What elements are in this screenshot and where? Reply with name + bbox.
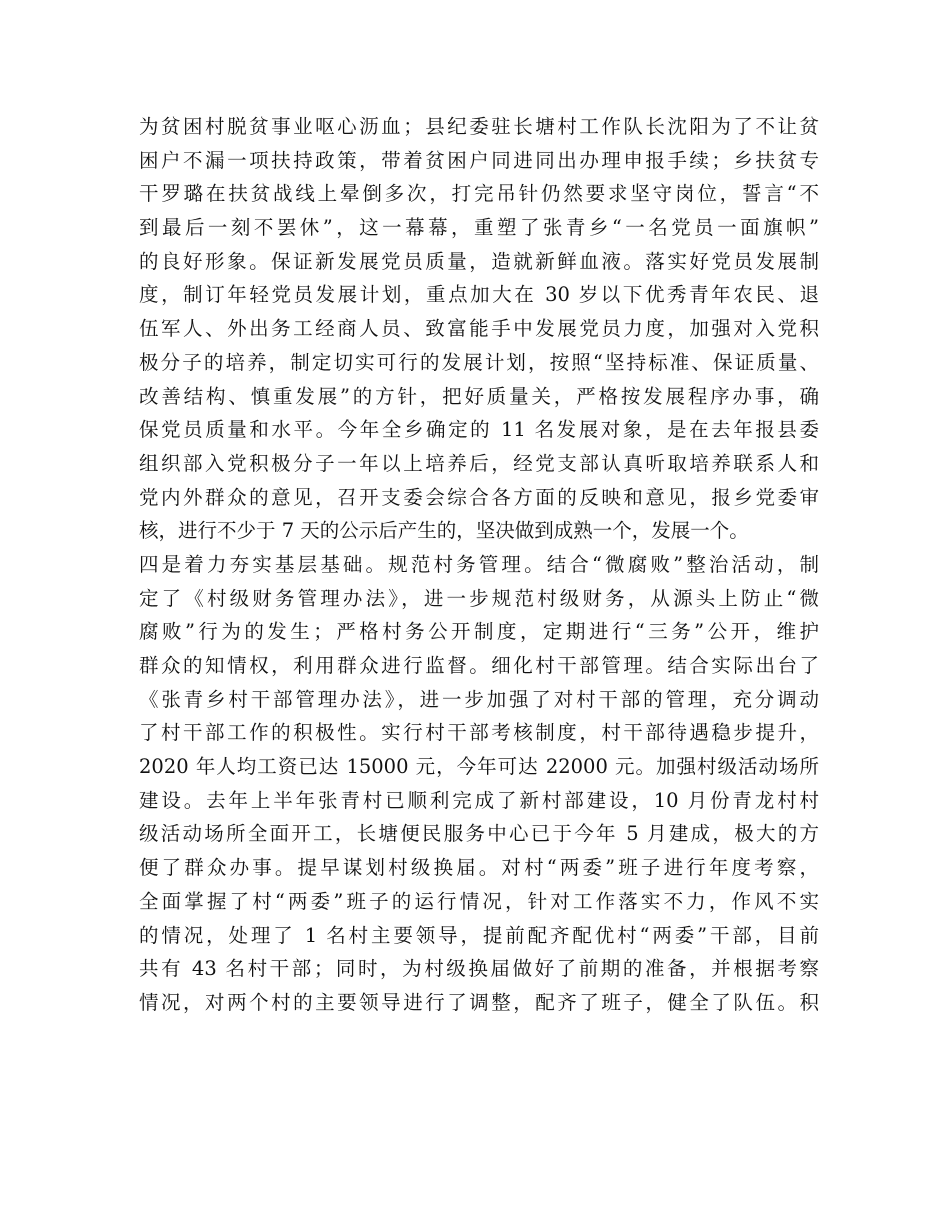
- text-line: 全面掌握了村“两委”班子的运行情况，针对工作落实不力，作风不实: [139, 889, 819, 913]
- text-line: 的良好形象。保证新发展党员质量，造就新鲜血液。落实好党员发展制: [139, 249, 819, 273]
- text-line: 党内外群众的意见，召开支委会综合各方面的反映和意见，报乡党委审: [139, 485, 819, 509]
- text-line: 困户不漏一项扶持政策，带着贫困户同进同出办理申报手续；乡扶贫专: [139, 148, 819, 172]
- text-line: 《张青乡村干部管理办法》，进一步加强了对村干部的管理，充分调动: [139, 687, 819, 711]
- text-line: 定了《村级财务管理办法》，进一步规范村级财务，从源头上防止“微: [139, 586, 819, 610]
- text-line: 保党员质量和水平。今年全乡确定的 11 名发展对象，是在去年报县委: [139, 418, 819, 442]
- text-line: 为贫困村脱贫事业呕心沥血；县纪委驻长塘村工作队长沈阳为了不让贫: [139, 115, 819, 138]
- text-line: 群众的知情权，利用群众进行监督。细化村干部管理。结合实际出台了: [139, 654, 819, 677]
- text-line: 2020 年人均工资已达 15000 元，今年可达 22000 元。加强村级活动场所: [139, 755, 819, 779]
- text-line: 极分子的培养，制定切实可行的发展计划，按照“坚持标准、保证质量、: [139, 350, 819, 374]
- text-line: 干罗璐在扶贫战线上晕倒多次，打完吊针仍然要求坚守岗位，誓言“不: [139, 182, 819, 206]
- text-line: 便了群众办事。提早谋划村级换届。对村“两委”班子进行年度考察，: [139, 856, 819, 880]
- text-line: 核，进行不少于 7 天的公示后产生的，坚决做到成熟一个，发展一个。: [139, 519, 749, 543]
- text-line: 改善结构、慎重发展”的方针，把好质量关，严格按发展程序办事，确: [139, 384, 819, 408]
- text-line: 的情况，处理了 1 名村主要领导，提前配齐配优村“两委”干部，目前: [139, 923, 819, 947]
- text-line: 四是着力夯实基层基础。规范村务管理。结合“微腐败”整治活动，制: [139, 552, 819, 576]
- text-line: 共有 43 名村干部；同时，为村级换届做好了前期的准备，并根据考察: [139, 957, 819, 981]
- text-line: 伍军人、外出务工经商人员、致富能手中发展党员力度，加强对入党积: [139, 317, 819, 341]
- text-line: 腐败”行为的发生；严格村务公开制度，定期进行“三务”公开，维护: [139, 620, 819, 644]
- body-text: [139, 110, 819, 1020]
- text-line: 组织部入党积极分子一年以上培养后，经党支部认真听取培养联系人和: [139, 451, 819, 475]
- text-line: 度，制订年轻党员发展计划，重点加大在 30 岁以下优秀青年农民、退: [139, 283, 819, 307]
- text-line: 了村干部工作的积极性。实行村干部考核制度，村干部待遇稳步提升，: [139, 721, 819, 745]
- text-line: 到最后一刻不罢休”，这一幕幕，重塑了张青乡“一名党员一面旗帜”: [139, 216, 819, 240]
- text-line: 情况，对两个村的主要领导进行了调整，配齐了班子，健全了队伍。积: [139, 990, 819, 1014]
- text-line: 建设。去年上半年张青村已顺利完成了新村部建设，10 月份青龙村村: [139, 788, 819, 812]
- text-line: 级活动场所全面开工，长塘便民服务中心已于今年 5 月建成，极大的方: [139, 822, 819, 846]
